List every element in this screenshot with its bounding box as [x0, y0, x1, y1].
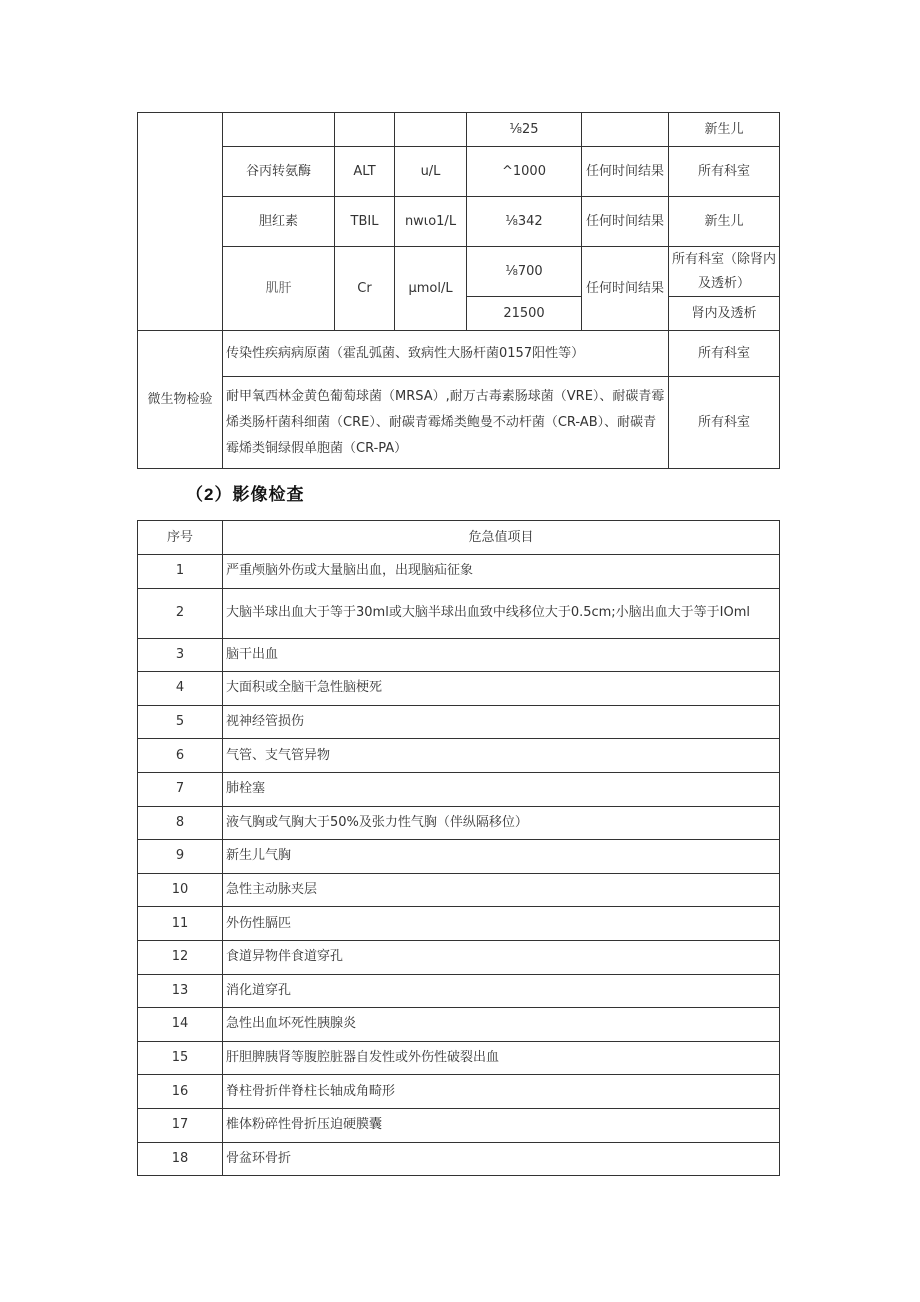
- lab-item-abbr: [335, 113, 395, 147]
- row-number: 4: [138, 672, 223, 706]
- lab-item-unit: u/L: [395, 147, 467, 197]
- row-item: 新生儿气胸: [223, 840, 780, 874]
- row-number: 12: [138, 940, 223, 974]
- row-item: 严重颅脑外伤或大量脑出血，出现脑疝征象: [223, 555, 780, 589]
- table-row: [138, 1108, 780, 1142]
- table-row: [138, 739, 780, 773]
- micro-row: [138, 377, 780, 469]
- lab-item-dept: 所有科室: [669, 147, 780, 197]
- header-no: 序号: [138, 521, 223, 555]
- row-item: 肺栓塞: [223, 772, 780, 806]
- table-row: [138, 1142, 780, 1176]
- row-item: 气管、支气管异物: [223, 739, 780, 773]
- row-number: 2: [138, 588, 223, 638]
- table-row: [138, 588, 780, 638]
- row-number: 13: [138, 974, 223, 1008]
- lab-item-dept: 所有科室（除肾内及透析）: [669, 247, 780, 297]
- row-number: 15: [138, 1041, 223, 1075]
- lab-item-dept: 新生儿: [669, 197, 780, 247]
- row-number: 7: [138, 772, 223, 806]
- lab-item-time: 任何时间结果: [582, 197, 669, 247]
- row-number: 9: [138, 840, 223, 874]
- row-number: 3: [138, 638, 223, 672]
- lab-item-unit: nwιo1/L: [395, 197, 467, 247]
- lab-critical-values-table: [137, 112, 780, 469]
- lab-item-unit: [395, 113, 467, 147]
- lab-row: [138, 247, 780, 297]
- row-item: 视神经管损伤: [223, 705, 780, 739]
- row-number: 17: [138, 1108, 223, 1142]
- imaging-critical-values-table: [137, 520, 780, 1176]
- section-heading-imaging: [186, 480, 304, 505]
- micro-item-dept: 所有科室: [669, 331, 780, 377]
- table-row: [138, 1008, 780, 1042]
- lab-item-value: ⅛700: [467, 247, 582, 297]
- micro-item-dept: 所有科室: [669, 377, 780, 469]
- table-row: [138, 806, 780, 840]
- row-item: 急性主动脉夹层: [223, 873, 780, 907]
- row-number: 16: [138, 1075, 223, 1109]
- lab-item-value: ⅛342: [467, 197, 582, 247]
- row-number: 8: [138, 806, 223, 840]
- lab-item-name: 谷丙转氨酶: [223, 147, 335, 197]
- row-item: 消化道穿孔: [223, 974, 780, 1008]
- row-number: 18: [138, 1142, 223, 1176]
- lab-category-cell: [138, 113, 223, 331]
- lab-item-value: ⅛25: [467, 113, 582, 147]
- lab-item-name: [223, 113, 335, 147]
- row-number: 6: [138, 739, 223, 773]
- row-number: 1: [138, 555, 223, 589]
- table-row: [138, 772, 780, 806]
- table-row: [138, 1075, 780, 1109]
- micro-item-text: 耐甲氧西林金黄色葡萄球菌（MRSA）,耐万古毒素肠球菌（VRE）、耐碳青霉烯类肠杆菌科细菌（CRE）、耐碳青霉烯类鲍曼不动杆菌（CR-AB）、耐碳青霉烯类铜绿假单胞菌（CR-PA）: [223, 377, 669, 469]
- lab-item-abbr: Cr: [335, 247, 395, 331]
- imaging-table-body: [138, 555, 780, 1176]
- row-item: 食道异物伴食道穿孔: [223, 940, 780, 974]
- lab-item-name: 胆红素: [223, 197, 335, 247]
- row-item: 肝胆脾胰肾等腹腔脏器自发性或外伤性破裂出血: [223, 1041, 780, 1075]
- table-row: [138, 974, 780, 1008]
- table-row: [138, 907, 780, 941]
- table-row: [138, 705, 780, 739]
- lab-item-abbr: TBIL: [335, 197, 395, 247]
- lab-item-dept: 肾内及透析: [669, 297, 780, 331]
- section-number: （2）: [186, 485, 233, 504]
- lab-item-time: 任何时间结果: [582, 147, 669, 197]
- lab-item-time: [582, 113, 669, 147]
- row-item: 骨盆环骨折: [223, 1142, 780, 1176]
- table-row: [138, 638, 780, 672]
- micro-item-text: 传染性疾病病原菌（霍乱弧菌、致病性大肠杆菌0157阳性等）: [223, 331, 669, 377]
- row-item: 大面积或全脑干急性脑梗死: [223, 672, 780, 706]
- lab-row: [138, 113, 780, 147]
- lab-item-dept: 新生儿: [669, 113, 780, 147]
- row-item: 脊柱骨折伴脊柱长轴成角畸形: [223, 1075, 780, 1109]
- imaging-header-row: [138, 521, 780, 555]
- table-row: [138, 873, 780, 907]
- lab-item-unit: μmol/L: [395, 247, 467, 331]
- table-row: [138, 840, 780, 874]
- header-item: 危急值项目: [223, 521, 780, 555]
- row-number: 11: [138, 907, 223, 941]
- row-number: 14: [138, 1008, 223, 1042]
- lab-row: [138, 197, 780, 247]
- section-title: 影像检查: [232, 485, 305, 505]
- row-item: 脑干出血: [223, 638, 780, 672]
- lab-item-value: ^1000: [467, 147, 582, 197]
- row-item: 外伤性膈匹: [223, 907, 780, 941]
- row-item: 急性出血坏死性胰腺炎: [223, 1008, 780, 1042]
- row-number: 5: [138, 705, 223, 739]
- lab-item-value: 21500: [467, 297, 582, 331]
- row-item: 大脑半球出血大于等于30ml或大脑半球出血致中线移位大于0.5cm;小脑出血大于等于IOml: [223, 588, 780, 638]
- table-row: [138, 672, 780, 706]
- row-number: 10: [138, 873, 223, 907]
- lab-item-name: 肌肝: [223, 247, 335, 331]
- lab-row: [138, 147, 780, 197]
- lab-item-abbr: ALT: [335, 147, 395, 197]
- row-item: 液气胸或气胸大于50%及张力性气胸（伴纵隔移位）: [223, 806, 780, 840]
- micro-category: 微生物检验: [138, 331, 223, 469]
- micro-row: [138, 331, 780, 377]
- lab-item-time: 任何时间结果: [582, 247, 669, 331]
- row-item: 椎体粉碎性骨折压迫硬膜囊: [223, 1108, 780, 1142]
- table-row: [138, 1041, 780, 1075]
- table-row: [138, 940, 780, 974]
- table-row: [138, 555, 780, 589]
